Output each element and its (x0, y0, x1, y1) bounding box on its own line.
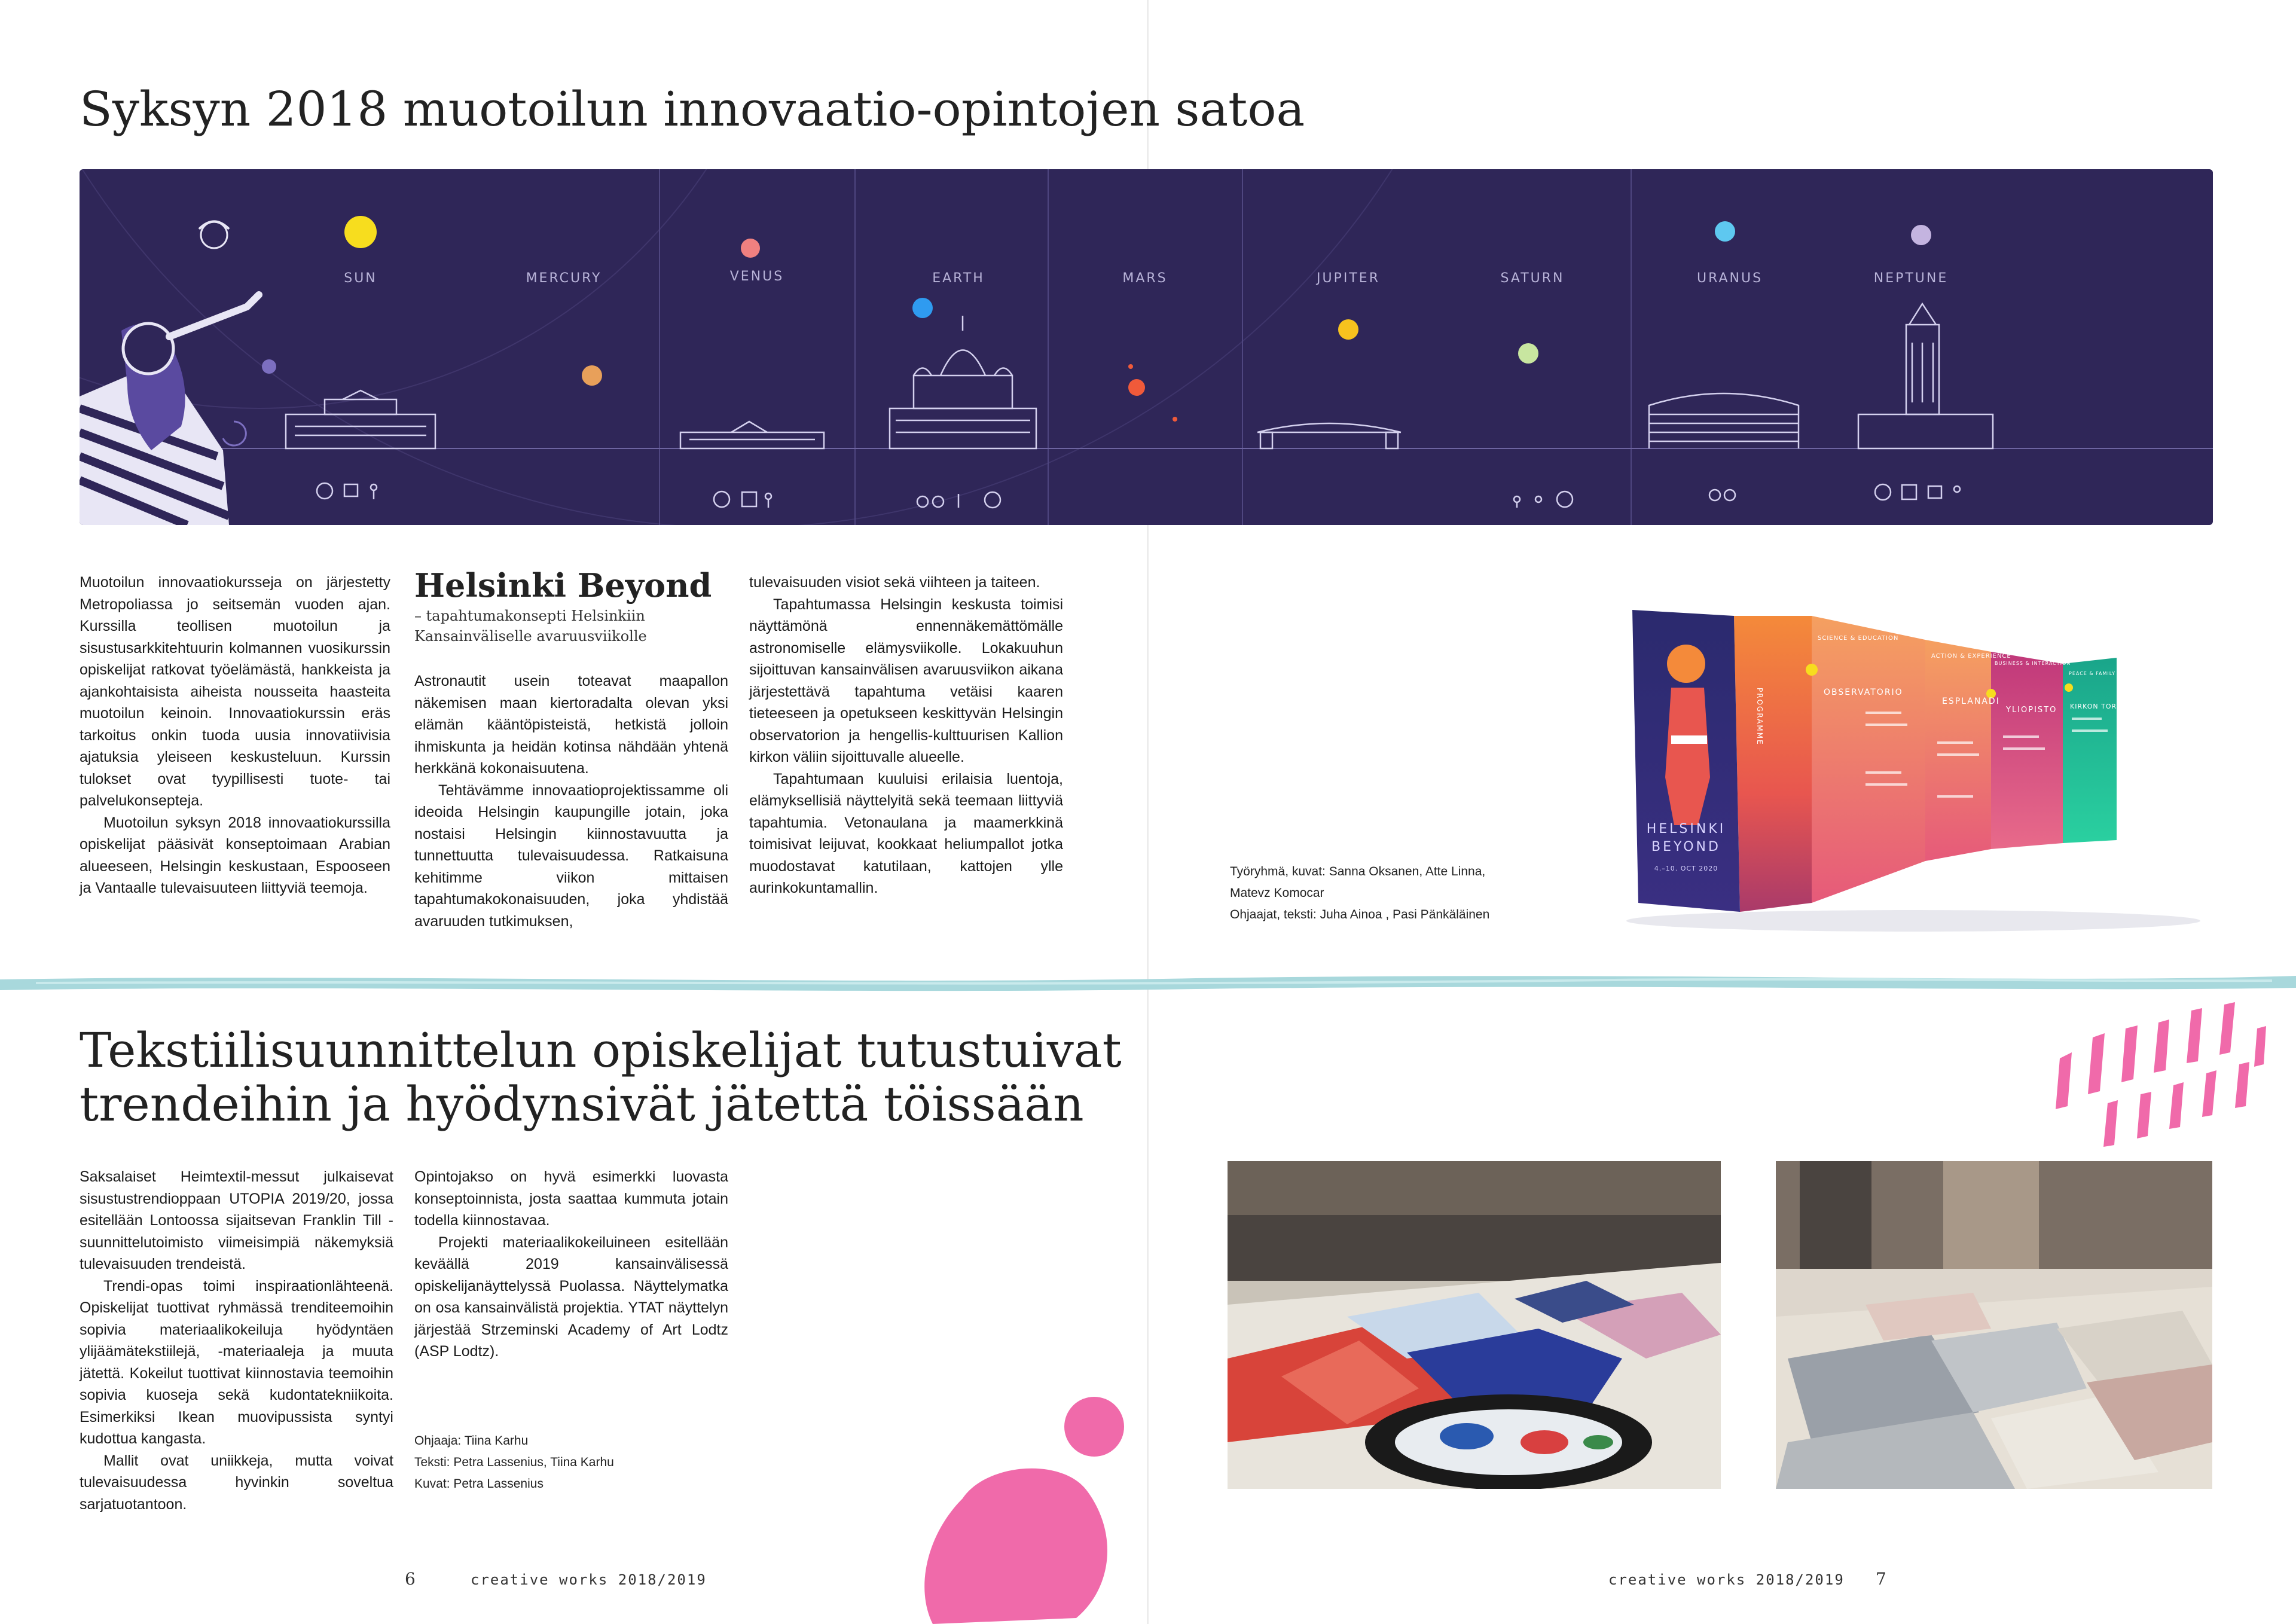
paragraph: tulevaisuuden visiot sekä viihteen ja taiteen. (749, 574, 1040, 591)
brochure-panel-label: PEACE & FAMILY (2069, 671, 2116, 676)
astronaut-illustration (80, 222, 259, 526)
banner-artwork (80, 169, 2213, 525)
paragraph: Muotoilun syksyn 2018 innovaatiokurssilla opiskelijat pääsivät konseptoimaan Arabian alueeseen, Helsingin keskustaan, Espooseen ja Vantaalle tulevaisuuteen liittyviä teemoja. (80, 814, 390, 896)
brochure-panel-label: KIRKON TORI (2070, 703, 2120, 710)
uranus-dot (1715, 221, 1735, 242)
planet-label-sun: SUN (344, 271, 377, 286)
section-subheading: – tapahtumakonsepti Helsinkiin Kansainväliselle avaruusviikolle (414, 608, 647, 645)
brochure-panel-label: OBSERVATORIO (1824, 688, 1903, 697)
neptune-dot (1911, 225, 1931, 245)
saturn-dot (1518, 343, 1538, 364)
earth-dot (912, 298, 933, 318)
paragraph: Astronautit usein toteavat maapallon näkemisen maan kiertoradalta olevan yksi elämän kääntöpisteistä, hetkistä jolloin ihmiskunta ja heidän kotinsa nähdään yhtenä herkkänä kokonaisuutena. (414, 673, 728, 777)
planet-label-earth: EARTH (932, 271, 985, 286)
page-number-left: 6 (405, 1569, 416, 1589)
paragraph: Tehtävämme innovaatioprojektissamme oli ideoida Helsingin kaupungille jotain, joka nostaisi Helsingin kiinnostavuutta ja tunnettuutta tulevaisuudessa. Ratkaisuna kehitimme viikon mittaisen tapahtumakokonaisuuden, joka yhdistää avaruuden tutkimuksen, (414, 782, 728, 930)
paragraph: Tapahtumassa Helsingin keskusta toimisi näyttämönä ennennäkemättömälle astronomiselle elämysviikolle. Lokakuuhun sijoittuvan kansainvälisen avaruusviikon aikana järjestettävä tapahtuma vetäisi kaaren tieteeseen ja opetukseen keskittyvän Helsingin observatorion ja hengellis-kulttuurisen Kallion kirkon väliin sijoittuvalle alueelle. (749, 596, 1063, 765)
planet-label-neptune: NEPTUNE (1873, 271, 1949, 286)
article-column-2 (414, 1166, 728, 1363)
article-column-1 (80, 572, 390, 899)
article-column-3 (749, 572, 1063, 899)
textile-photo-left (1228, 1161, 1721, 1489)
pink-brush-marks (2051, 993, 2272, 1154)
planet-label-jupiter: JUPITER (1317, 271, 1380, 286)
sun-dot (344, 216, 377, 248)
mercury-dot (582, 365, 602, 386)
article-column-2 (414, 568, 728, 932)
article-column-1 (80, 1166, 393, 1515)
paragraph: Trendi-opas toimi inspiraationlähteenä. Opiskelijat tuottivat ryhmässä trenditeemoihin sopivia materiaalikokeiluja hyödyntäen ylijäämätekstiilejä, -materiaaleja ja muuta jätettä. Kokeilut tuottivat kiinnostavia teemoihin sopivia kuoseja sekä kudontatekniikoita. Esimerkiksi Ikean muovipussista syntyi kudottua kangasta. (80, 1277, 393, 1447)
brush-stroke-divider (0, 963, 2296, 999)
paragraph: Mallit ovat uniikkeja, mutta voivat tulevaisuudessa hyvinkin soveltua sarjatuotantoon. (80, 1452, 393, 1513)
footer-left: creative works 2018/2019 (471, 1571, 707, 1588)
paragraph: Tapahtumaan kuuluisi erilaisia luentoja, elämyksellisiä näyttelyitä sekä teemaan liittyviä tapahtumia. Vetonaulana ja maamerkkinä toimisivat leijuvat, kookkaat heliumpallot jotka muodostavat katutilaan, kattojen ylle aurinkokuntamallin. (749, 770, 1063, 896)
brochure-panel-label: PROGRAMME (1755, 688, 1764, 746)
textile-credits: Ohjaaja: Tiina Karhu Teksti: Petra Lassenius, Tiina Karhu Kuvat: Petra Lassenius (414, 1434, 614, 1491)
brochure-image (1614, 598, 2212, 933)
footer-right: creative works 2018/2019 (1608, 1571, 1845, 1588)
planet-label-mercury: MERCURY (526, 271, 602, 286)
textile-photo-right (1776, 1161, 2212, 1489)
paragraph: Muotoilun innovaatiokursseja on järjestetty Metropoliassa jo seitsemän vuoden ajan. Kurssilla teollisen muotoilun ja sisustusarkkitehtuurin kolmannen vuosikurssin opiskelijat ratkovat työelämästä, hankkeista ja ajankohtaisista aiheista nousseita haasteita muotoilun keinoin. Innovaatiokurssin eräs tarkoitus onkin tuoda uusia innovatiivisia ajatuksia yleiseen keskusteluun. Kurssin tulokset ovat tyypillisesti tuote- tai palvelukonsepteja. (80, 574, 390, 809)
page-title: Syksyn 2018 muotoilun innovaatio-opintojen satoa (80, 81, 1305, 137)
section-title: Tekstiilisuunnittelun opiskelijat tutustuivat trendeihin ja hyödynsivät jätettä töissään (80, 1022, 1122, 1132)
pink-paint-blob (897, 1391, 1148, 1624)
planet-label-saturn: SATURN (1500, 271, 1565, 286)
planet-label-venus: VENUS (729, 269, 784, 284)
brochure-panel-label: SCIENCE & EDUCATION (1818, 635, 1899, 642)
brochure-panel-label: BUSINESS & INTERACTION (1995, 661, 2071, 666)
photo-credits: Työryhmä, kuvat: Sanna Oksanen, Atte Linna, Matevz Komocar Ohjaajat, teksti: Juha Ainoa , Pasi Pänkäläinen (1230, 865, 1490, 921)
brochure-cover-title: HELSINKI BEYOND 4.–10. OCT 2020 (1646, 822, 1726, 872)
planet-label-mars: MARS (1122, 271, 1168, 286)
paragraph: Opintojakso on hyvä esimerkki luovasta konseptoinnista, josta saattaa kummuta jotain todella kiinnostavaa. (414, 1168, 728, 1229)
brochure-panel-label: ACTION & EXPERIENCE (1931, 653, 2011, 660)
brochure-panel-label: ESPLANADI (1942, 697, 2000, 706)
section-heading: Helsinki Beyond (414, 566, 712, 605)
page-number-right: 7 (1876, 1569, 1886, 1589)
planet-label-uranus: URANUS (1696, 271, 1763, 286)
paragraph: Saksalaiset Heimtextil-messut julkaisevat sisustustrendioppaan UTOPIA 2019/20, jossa esitellään Lontoossa sijaitsevan Franklin Till - suunnittelutoimisto viimeisimpiä näkemyksiä tulevaisuuden trendeistä. (80, 1168, 393, 1272)
solar-system-banner (80, 169, 2213, 525)
brochure-panel-label: YLIOPISTO (2006, 706, 2057, 715)
venus-dot (741, 239, 760, 258)
mars-dot (1128, 379, 1145, 396)
paragraph: Projekti materiaalikokeiluineen esitellään keväällä 2019 kansainvälisessä opiskelijanäyttelyssä Puolassa. Näyttelymatka on osa kansainvälistä projektia. YTAT näyttelyn järjestää Strzeminski Academy of Art Lodtz (ASP Lodtz). (414, 1234, 728, 1360)
jupiter-dot (1338, 319, 1358, 340)
